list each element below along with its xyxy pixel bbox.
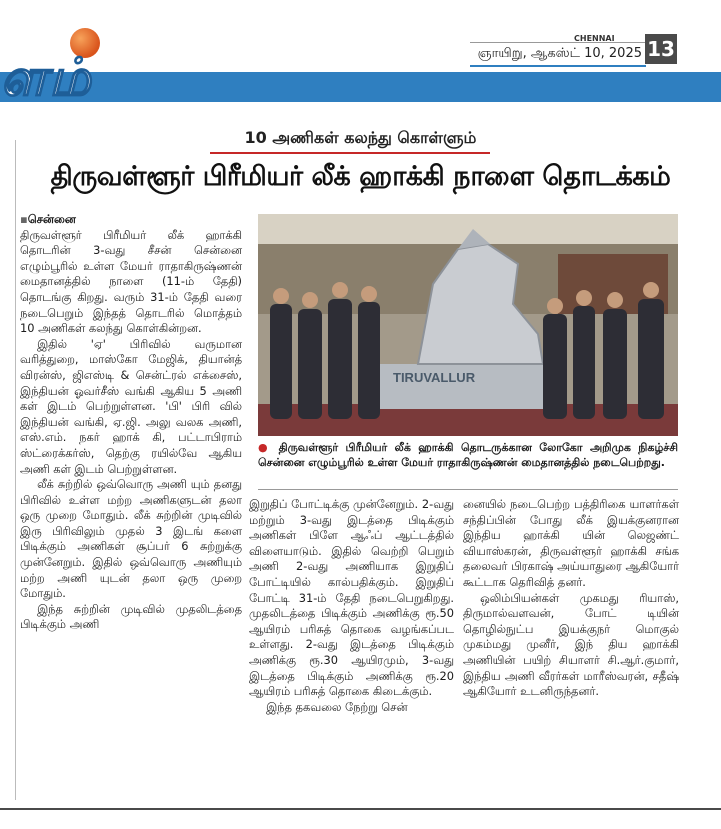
article-dateline: சென்னை	[27, 212, 76, 226]
caption-bullet-icon: ●	[258, 441, 279, 454]
issue-date: ஞாயிறு, ஆகஸ்ட் 10, 2025	[470, 42, 646, 67]
paragraph: இந்த தகவலை நேற்று சென்	[266, 699, 408, 714]
section-logo: ளம்	[0, 47, 93, 108]
paragraph: லீக் சுற்றில் ஒவ்வொரு அணி யும் தனது பிரிவில் உள்ள மற்ற அணிகளுடன் தலா ஒரு முறை மோதும். லீக் சுற்றின் முடிவில் இரு பிரிவிலும் முதல் 3 இடங் களை பிடிக்கும் அணிகள் சூப்பர் 6 சுற்றுக்கு முன்னேறும். இதில் ஒவ்வொரு அணியும் மற்ற அணி யுடன் தலா ஒரு முறை மோதும்.	[20, 477, 242, 601]
page-number: 13	[645, 34, 677, 64]
paragraph: திருவள்ளூர் பிரீமியர் லீக் ஹாக்கி தொடரின் 3-வது சீசன் சென்னை எழும்பூரில் உள்ள மேயர் ராதாகிருஷ்ணன் மைதானத்தில் நாளை (11-ம் தேதி) தொடங்கு கிறது. வரும் 31-ம் தேதி வரை நடைபெறும் இந்தத் தொடரில் மொத்தம் 10 அணிகள் கலந்து கொள்கின்றன.	[20, 227, 242, 336]
photo-banner-text: TIRUVALLUR	[393, 370, 476, 385]
paragraph: இந்த சுற்றின் முடிவில் முதலிடத்தை பிடிக்கும் அணி	[20, 601, 242, 632]
paragraph: னையில் நடைபெற்ற பத்திரிகை யாளர்கள் சந்திப்பின் போது லீக் இயக்குனரான இந்திய ஹாக்கி யின் லெஜண்ட் வியாஸ்கரன், திருவள்ளூர் ஹாக்கி சங்க தலைவர் பிரகாஷ் அய்யாதுரை ஆகியோர் கூட்டாக தெரிவித் தனர்.	[463, 497, 679, 589]
article-column-2	[249, 497, 454, 715]
photo-caption	[258, 440, 678, 470]
masthead-bar	[0, 72, 721, 102]
photo-caption-text: திருவள்ளூர் பிரீமியர் லீக் ஹாக்கி தொடருக்கான லோகோ அறிமுக நிகழ்ச்சி சென்னை எழும்பூரில் உள்ள மேயர் ராதாகிருஷ்ணன் மைதானத்தில் நடைபெற்றது.	[258, 441, 678, 469]
kicker-underline	[210, 152, 490, 154]
paragraph: இறுதிப் போட்டிக்கு முன்னேறும். 2-வது மற்றும் 3-வது இடத்தை பிடிக்கும் அணிகள் பிளே ஆஃப் ஆட்டத்தில் விளையாடும். இதில் வெற்றி பெறும் அணி 2-வது அணியாக இறுதிப் போட்டியில் கால்பதிக்கும். இறுதிப் போட்டி 31-ம் தேதி நடைபெறுகிறது. முதலிடத்தை பிடிக்கும் அணிக்கு ரூ.50 ஆயிரம் பரிசுத் தொகை வழங்கப்பட உள்ளது. 2-வது இடத்தை பிடிக்கும் அணிக்கு ரூ.30 ஆயிரமும், 3-வது இடத்தை பிடிக்கும் அணிக்கு ரூ.20 ஆயிரம் பரிசுத் தொகை கிடைக்கும்.	[249, 497, 454, 699]
dateline-row	[20, 212, 242, 228]
article-kicker: 10 அணிகள் கலந்து கொள்ளும்	[244, 128, 477, 147]
photo-illustration	[258, 214, 678, 436]
caption-divider	[258, 489, 678, 490]
dateline-bullet-icon: ▪	[20, 212, 28, 226]
article-column-1	[20, 212, 242, 633]
article-column-3	[463, 497, 679, 700]
paragraph: ஒலிம்பியன்கள் முகமது ரியாஸ், திருமால்வளவன், போட் டியின் தொழில்நுட்ப இயக்குநர் மொகுல் முகம்மது முனீர், இந் திய ஹாக்கி அணியின் பயிற் சியாளர் சி.ஆர்.குமார், இந்திய அணி வீரர்கள் மாரீஸ்வரன், சதீஷ் ஆகியோர் உடனிருந்தனர்.	[463, 590, 679, 699]
page-bottom-rule	[0, 808, 721, 810]
article-headline: திருவள்ளூர் பிரீமியர் லீக் ஹாக்கி நாளை தொடக்கம்	[50, 161, 671, 192]
edition-city: CHENNAI	[574, 34, 615, 43]
column-divider	[15, 140, 16, 800]
paragraph: இதில் 'ஏ' பிரிவில் வருமான வரித்துறை, மாஸ்கோ மேஜிக், தியான்த் விரன்ஸ், ஜிஎஸ்டி & சென்ட்ரல் எக்சைஸ், இந்தியன் ஓவர்சீஸ் வங்கி ஆகிய 5 அணி கள் இடம் பெற்றுள்ளன. 'பி' பிரி வில் இந்தியன் வங்கி, ஏ.ஜி. அலு வலக அணி, எஸ்.எம். நகர் ஹாக் கி, பட்டாபிராம் ஸ்ட்ரைக்கர்ஸ், தெற்கு ரயில்வே ஆகிய அணி கள் இடம் பெற்றுள்ளன.	[20, 336, 242, 476]
article-photo	[258, 214, 678, 436]
